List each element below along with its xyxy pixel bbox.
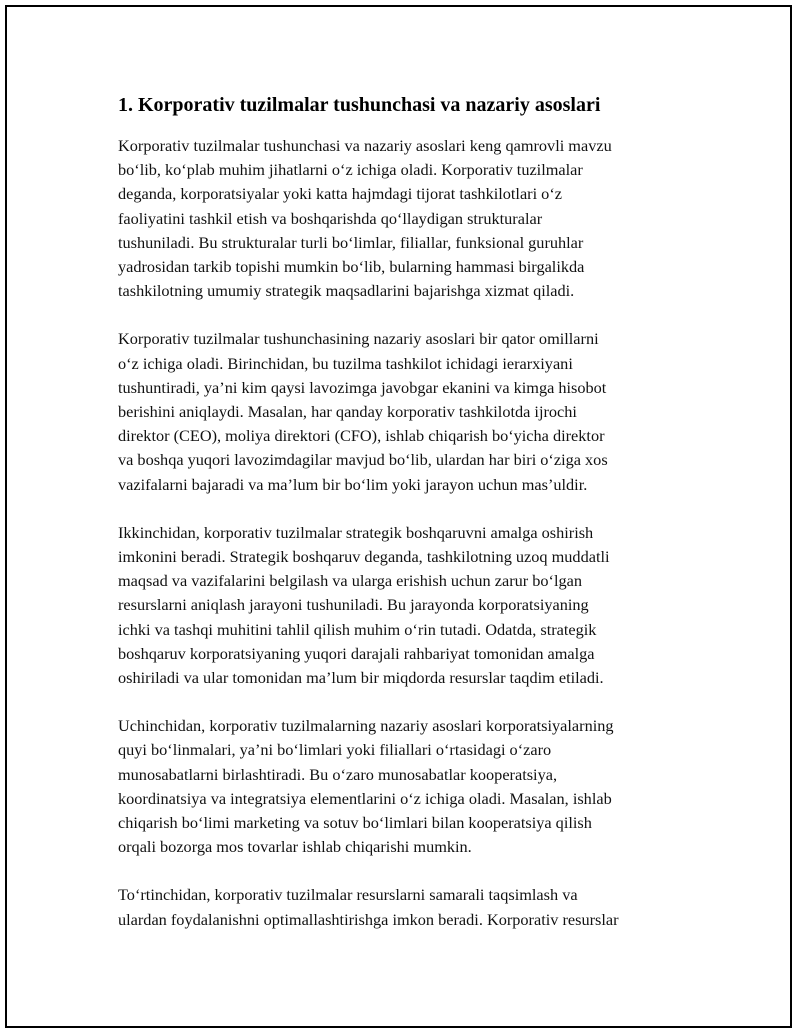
text-line: orqali bozorga mos tovarlar ishlab chiqarishi mumkin. — [118, 837, 472, 857]
text-line: direktor (CEO), moliya direktori (CFO), ishlab chiqarish bo‘yicha direktor — [118, 426, 605, 446]
text-line: vazifalarni bajaradi va ma’lum bir bo‘lim yoki jarayon uchun mas’uldir. — [118, 474, 588, 494]
text-line: tushuntiradi, ya’ni kim qaysi lavozimga javobgar ekanini va kimga hisobot — [118, 377, 607, 397]
text-line: Uchinchidan, korporativ tuzilmalarning nazariy asoslari korporatsiyalarning — [118, 716, 614, 736]
text-line: munosabatlarni birlashtiradi. Bu o‘zaro munosabatlar kooperatsiya, — [118, 764, 558, 784]
text-line: quyi bo‘linmalari, ya’ni bo‘limlari yoki filiallari o‘rtasidagi o‘zaro — [118, 740, 552, 760]
text-line: tashkilotning umumiy strategik maqsadlarini bajarishga xizmat qiladi. — [118, 281, 575, 301]
text-line: ulardan foydalanishni optimallashtirishga imkon beradi. Korporativ resurslar — [118, 909, 619, 929]
text-line: imkonini beradi. Strategik boshqaruv deganda, tashkilotning uzoq muddatli — [118, 547, 610, 567]
text-line: Korporativ tuzilmalar tushunchasi va nazariy asoslari keng qamrovli mavzu — [118, 136, 612, 155]
text-line: chiqarish bo‘limi marketing va sotuv bo‘limlari bilan kooperatsiya qilish — [118, 813, 592, 833]
paragraph — [118, 883, 688, 931]
document-body — [118, 91, 688, 956]
paragraph-list — [118, 134, 688, 932]
text-line: tushuniladi. Bu strukturalar turli bo‘limlar, filiallar, funksional guruhlar — [118, 232, 584, 252]
text-line: koordinatsiya va integratsiya elementlarini o‘z ichiga oladi. Masalan, ishlab — [118, 788, 612, 808]
text-line: resurslarni aniqlash jarayoni tushuniladi. Bu jarayonda korporatsiyaning — [118, 595, 589, 615]
text-line: deganda, korporatsiyalar yoki katta hajmdagi tijorat tashkilotlari o‘z — [118, 184, 562, 204]
text-line: Ikkinchidan, korporativ tuzilmalar strategik boshqaruvni amalga oshirish — [118, 522, 594, 542]
paragraph — [118, 521, 688, 690]
text-line: berishini aniqlaydi. Masalan, har qanday korporativ tashkilotda ijrochi — [118, 402, 577, 422]
text-line: maqsad va vazifalarini belgilash va ularga erishish uchun zarur bo‘lgan — [118, 571, 582, 591]
paragraph — [118, 714, 688, 859]
text-line: yadrosidan tarkib topishi mumkin bo‘lib, bularning hammasi birgalikda — [118, 257, 585, 277]
section-heading: 1. Korporativ tuzilmalar tushunchasi va nazariy asoslari — [118, 94, 601, 116]
text-line: o‘z ichiga oladi. Birinchidan, bu tuzilma tashkilot ichidagi ierarxiyani — [118, 353, 573, 373]
text-line: Korporativ tuzilmalar tushunchasining nazariy asoslari bir qator omillarni — [118, 329, 599, 349]
text-line: va boshqa yuqori lavozimdagilar mavjud bo‘lib, ulardan har biri o‘ziga xos — [118, 450, 608, 470]
paragraph — [118, 327, 688, 496]
text-line: faoliyatini tashkil etish va boshqarishda qo‘llaydigan strukturalar — [118, 208, 543, 228]
paragraph — [118, 134, 688, 303]
text-line: boshqaruv korporatsiyaning yuqori darajali rahbariyat tomonidan amalga — [118, 643, 595, 663]
text-line: To‘rtinchidan, korporativ tuzilmalar resurslarni samarali taqsimlash va — [118, 885, 578, 905]
text-line: oshiriladi va ular tomonidan ma’lum bir miqdorda resurslar taqdim etiladi. — [118, 668, 604, 688]
text-line: ichki va tashqi muhitini tahlil qilish muhim o‘rin tutadi. Odatda, strategik — [118, 619, 597, 639]
text-line: bo‘lib, ko‘plab muhim jihatlarni o‘z ichiga oladi. Korporativ tuzilmalar — [118, 160, 583, 180]
